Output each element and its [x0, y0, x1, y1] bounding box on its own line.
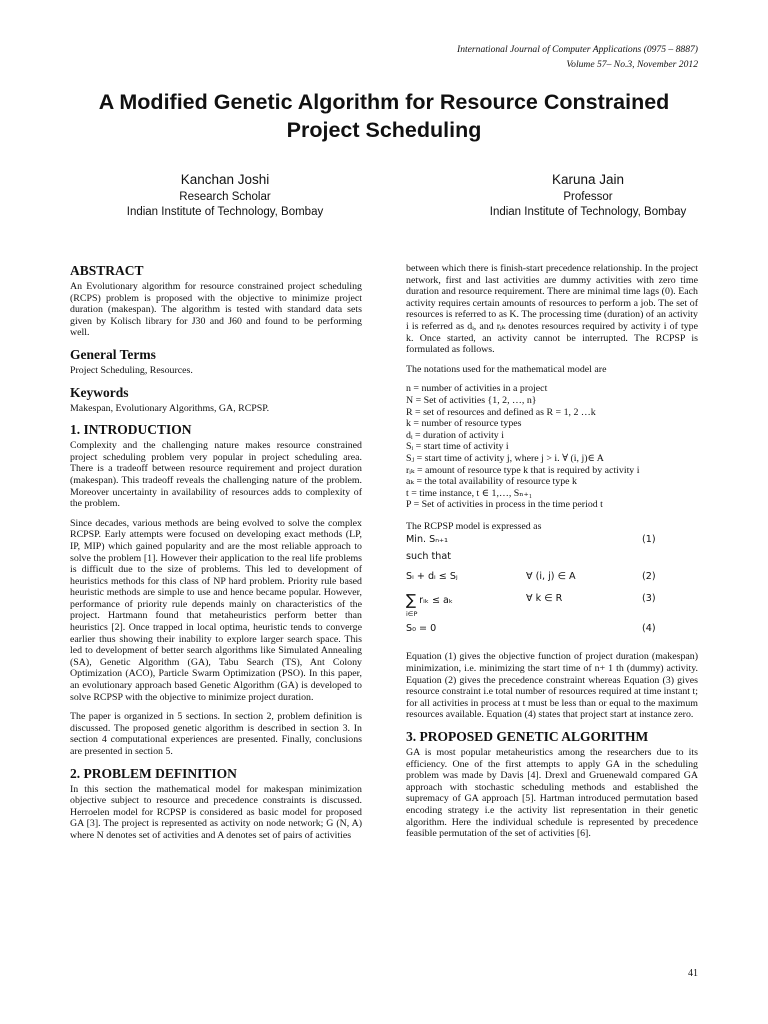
author-block-1	[70, 172, 380, 220]
notation-item: R = set of resources and defined as R = 1, 2 …k	[406, 406, 596, 418]
keywords-heading: Keywords	[70, 384, 129, 400]
notation-item: dᵢ = duration of activity i	[406, 429, 504, 441]
title-line-1: A Modified Genetic Algorithm for Resource Constrained	[98, 90, 670, 114]
summation-subscript: i∈P	[406, 610, 418, 619]
equation-condition: ∀ (i, j) ∈ A	[526, 571, 576, 583]
journal-name: International Journal of Computer Applications (0975 – 8887)	[457, 44, 698, 55]
ga-heading: 3. PROPOSED GENETIC ALGORITHM	[406, 729, 649, 745]
author-affiliation: Indian Institute of Technology, Bombay	[489, 206, 687, 218]
problem-paragraph-1: In this section the mathematical model for makespan minimization objective subject to resource and precedence constraints is discussed. Herroelen model for RCPSP is considered as basic model for proposed GA [3]. The project is represented as activity on node network; G (N, A) where N denotes set of activities and A denotes set of pairs of activities	[70, 783, 362, 841]
author-affiliation: Indian Institute of Technology, Bombay	[126, 206, 324, 218]
equation-1	[406, 534, 698, 551]
model-intro: The RCPSP model is expressed as	[406, 520, 542, 532]
title-line-2: Project Scheduling	[286, 118, 482, 142]
abstract-heading: ABSTRACT	[70, 263, 144, 278]
notation-item: Sⱼ = start time of activity j, where j > i. ∀ (i, j)∈ A	[406, 452, 604, 464]
general-terms-heading: General Terms	[70, 346, 156, 362]
equation-lhs: Min. Sₙ₊₁	[406, 534, 448, 546]
notations-intro: The notations used for the mathematical model are	[406, 363, 607, 375]
notation-item: N = Set of activities {1, 2, …, n}	[406, 394, 537, 406]
general-terms-text: Project Scheduling, Resources.	[70, 364, 193, 376]
notation-list	[406, 383, 698, 511]
equation-lhs-text: rᵢₖ ≤ aₖ	[419, 595, 454, 607]
problem-definition-heading: 2. PROBLEM DEFINITION	[70, 765, 237, 781]
equations-explanation: Equation (1) gives the objective function of project duration (makespan) minimization, i.e. minimizing the start time of n+ 1 th (dummy) activity. Equation (2) gives the precedence constraint whereas Equation (3) gives resource constraint i.e total number of resources required at time instant t; for all activities in process at t must be less than or equal to the maximum resources available. Equation (4) states that project start at instance zero.	[406, 651, 698, 721]
page-number: 41	[688, 968, 698, 979]
author-name: Kanchan Joshi	[180, 172, 270, 187]
author-name: Karuna Jain	[551, 172, 625, 187]
equation-number: (3)	[642, 593, 656, 605]
equation-lhs: S₀ = 0	[406, 623, 437, 635]
notation-item: rᵢₖ = amount of resource type k that is required by activity i	[406, 464, 640, 476]
such-that-text: such that	[406, 551, 451, 563]
equation-3	[406, 593, 698, 623]
equation-number: (1)	[642, 534, 656, 546]
author-block-2	[436, 172, 740, 220]
keywords-text: Makespan, Evolutionary Algorithms, GA, RCPSP.	[70, 402, 270, 414]
notation-item: Sᵢ = start time of activity i	[406, 441, 509, 453]
equation-condition: ∀ k ∈ R	[526, 593, 563, 605]
author-role: Professor	[563, 191, 613, 203]
summation-symbol: ∑	[406, 591, 417, 610]
equation-lhs	[406, 591, 454, 610]
right-paragraph-1: between which there is finish-start precedence relationship. In the project network, first and last activities are dummy activities with zero time duration and resource requirement. There are minimal time lags (0). Each activity requires certain amounts of resources to perform a job. The set of resources is referred to as K. The processing time (duration) of an activity i is referred as dᵢ, and rᵢₖ denotes resources required by activity i of type k. Once started, an activity cannot be interrupted. The RCPSP is formulated as follows.	[406, 263, 698, 356]
journal-volume: Volume 57– No.3, November 2012	[566, 59, 698, 70]
equation-2	[406, 571, 698, 593]
such-that-line	[406, 551, 698, 571]
paper-title	[0, 88, 768, 144]
notation-item: P = Set of activities in process in the time period t	[406, 499, 603, 511]
intro-paragraph-1: Complexity and the challenging nature makes resource constrained project scheduling problem very popular in project scheduling area. There is a tradeoff between resource requirement and project duration (makespan). This tradeoff reveals the challenging nature of the problem. Moreover uncertainty in availability of resources adds to complexity of the problem.	[70, 440, 362, 510]
intro-paragraph-3: The paper is organized in 5 sections. In section 2, problem definition is discussed. The proposed genetic algorithm is described in section 3. In section 4 computational experiences are presented. Finally, conclusions are presented in section 5.	[70, 711, 362, 757]
introduction-heading: 1. INTRODUCTION	[70, 422, 192, 438]
notation-item: t = time instance, t ∈ 1,…, Sₙ₊₁	[406, 487, 533, 499]
abstract-text: An Evolutionary algorithm for resource constrained project scheduling (RCPS) problem is proposed with the objective to minimize project duration (makespan). The algorithm is tested with standard data sets given by Kolisch library for J30 and J60 and found to be performing well.	[70, 281, 362, 339]
notation-item: n = number of activities in a project	[406, 383, 548, 395]
left-column	[70, 263, 362, 850]
intro-paragraph-2: Since decades, various methods are being evolved to solve the complex RCPSP. Early attempts were focused on developing exact methods (LP, IP, MIP) which gained popularity and are the most reliable approach to solve the problem [1]. However their application to the real life problems is difficult due to the size of problems. This led to development of heuristics methods for this class of NP hard problem. Priority rule based heuristic methods are simple to use and hence became popular. However, performance of priority rule depends mainly on characteristics of the project. Hartmann found that metaheuristics perform better than heuristics [2]. Once trapped in local optima, heuristic tends to converge earlier thus showing their inability to explore larger search space. This led to development of better search algorithms like Simulated Annealing (SA), Genetic Algorithm (GA), Tabu Search (TS), Ant Colony Optimization (ACO), Particle Swarm Optimization (PSO). In this paper, an evolutionary approach based Genetic Algorithm (GA) is developed to solve RCPSP with the objective to minimize project duration.	[70, 517, 362, 703]
notation-item: aₖ = the total availability of resource type k	[406, 476, 577, 488]
journal-header	[457, 42, 698, 72]
equation-lhs: Sᵢ + dᵢ ≤ Sⱼ	[406, 571, 458, 583]
author-role: Research Scholar	[179, 191, 271, 203]
right-column	[406, 263, 698, 848]
equation-4	[406, 623, 698, 643]
equation-number: (2)	[642, 571, 656, 583]
equation-number: (4)	[642, 623, 656, 635]
ga-paragraph-1: GA is most popular metaheuristics among the researchers due to its efficiency. One of the first attempts to apply GA in the scheduling problem was made by Davis [4]. Drexl and Gruenewald compared GA approach with stochastic scheduling methods and established the supremacy of GA approach [5]. Hartman introduced permutation based encoding strategy i.e the activity list representation in their genetic algorithm. Here the individual schedule is represented by precedence feasible permutation of the set of activities [6].	[406, 747, 698, 840]
notation-item: k = number of resource types	[406, 418, 522, 430]
equation-block	[406, 534, 698, 643]
